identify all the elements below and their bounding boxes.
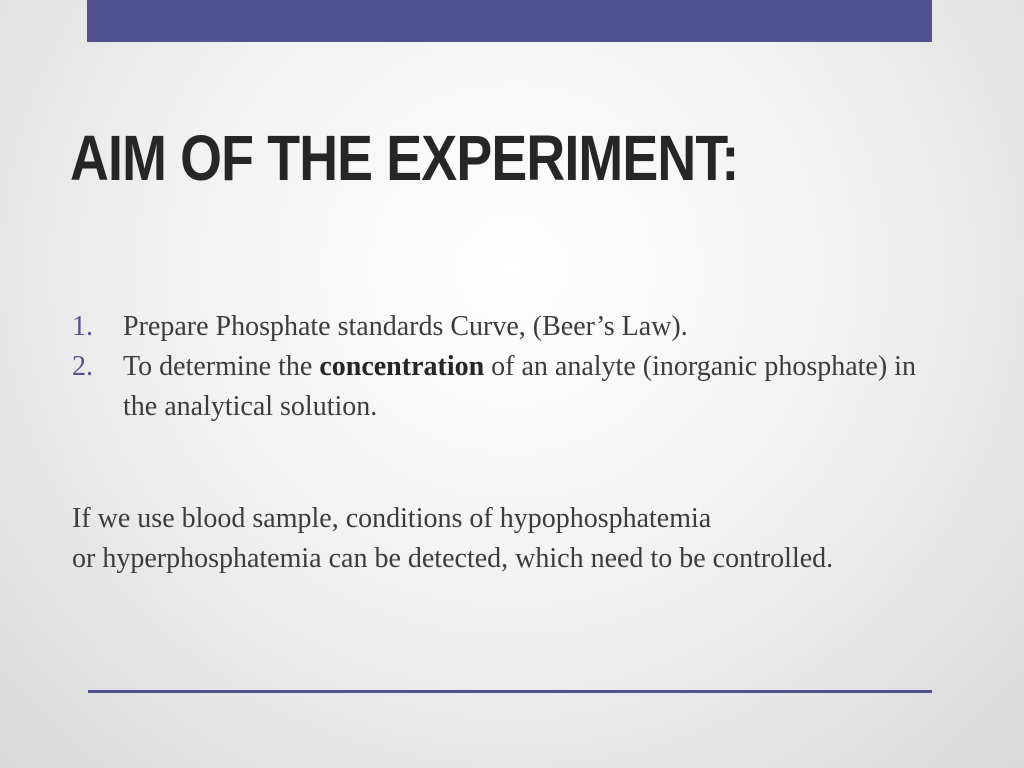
- list-text-after: of an analyte (inorganic phosphate) in the analytical solution.: [123, 351, 916, 422]
- list-number: 1.: [72, 311, 93, 342]
- bold-term: concentration: [319, 351, 485, 382]
- aim-list: [72, 307, 952, 427]
- list-text-before: To determine the: [123, 351, 320, 382]
- note-line: If we use blood sample, conditions of hypophosphatemia: [72, 503, 712, 534]
- bottom-divider: [88, 690, 932, 693]
- top-accent-bar: [87, 0, 932, 42]
- list-item-text: Prepare Phosphate standards Curve, (Beer’s Law).: [123, 311, 688, 342]
- list-number: 2.: [72, 351, 93, 382]
- note-line: or hyperphosphatemia can be detected, which need to be controlled.: [72, 543, 834, 574]
- list-item: [72, 347, 952, 427]
- list-item-text: [123, 351, 916, 422]
- list-item: [72, 307, 952, 347]
- slide-title: AIM OF THE EXPERIMENT:: [70, 122, 739, 194]
- note-paragraph: [72, 499, 1012, 579]
